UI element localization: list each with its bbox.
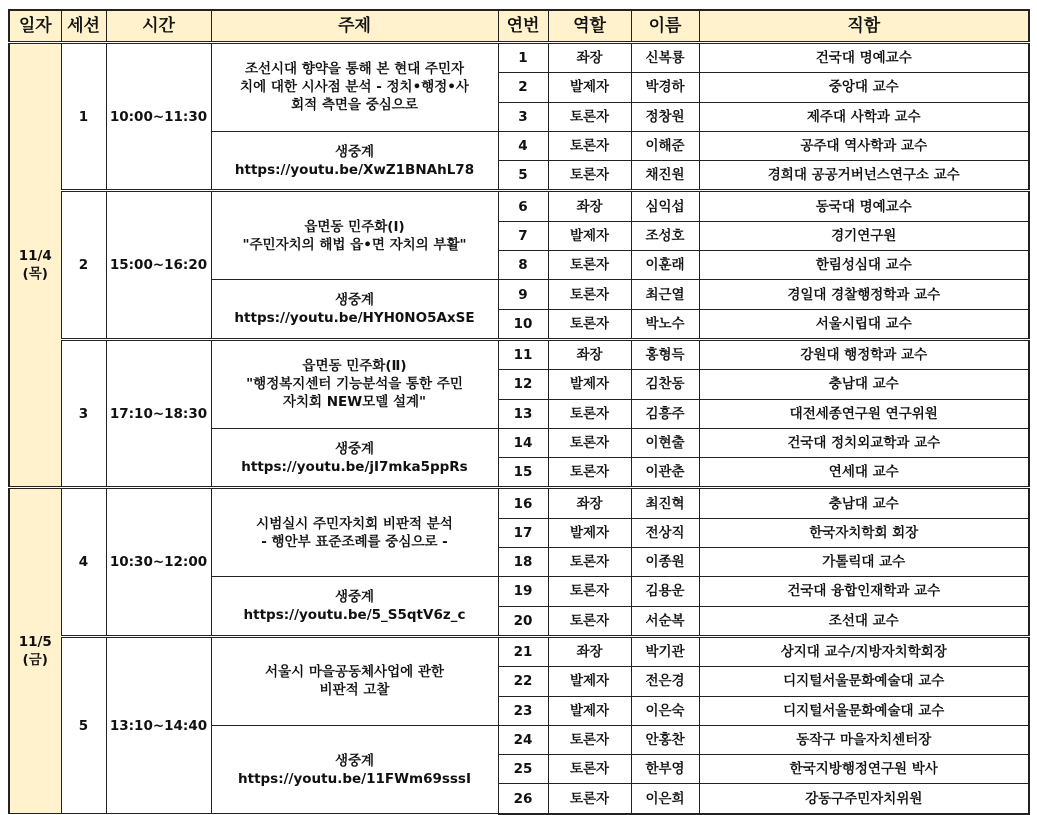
topic-line: 비판적 고찰	[319, 682, 390, 699]
row-name: 박노수	[631, 309, 699, 339]
row-number: 12	[498, 370, 548, 399]
row-number: 15	[498, 458, 548, 488]
row-number: 21	[498, 636, 548, 666]
row-name: 채진원	[631, 161, 699, 191]
row-number: 20	[498, 606, 548, 636]
row-title: 건국대 정치외교학과 교수	[699, 428, 1029, 457]
row-name: 박기관	[631, 636, 699, 666]
row-title: 충남대 교수	[699, 370, 1029, 399]
row-title: 강동구주민자치위원	[699, 784, 1029, 814]
topic-line: 읍면동 민주화(Ⅰ)	[304, 218, 405, 235]
session-time: 10:00~11:30	[106, 43, 211, 191]
row-role: 토론자	[548, 577, 631, 606]
row-number: 7	[498, 221, 548, 250]
row-number: 2	[498, 73, 548, 102]
row-title: 한국지방행정연구원 박사	[699, 755, 1029, 784]
live-url-link[interactable]: https://youtu.be/XwZ1BNAhL78	[234, 161, 475, 178]
row-name: 최근열	[631, 280, 699, 309]
live-stream-cell	[211, 428, 498, 488]
row-title: 동국대 명예교수	[699, 191, 1029, 221]
row-name: 전은경	[631, 667, 699, 696]
row-role: 발제자	[548, 518, 631, 547]
topic-line: - 행안부 표준조례를 중심으로 -	[261, 533, 448, 550]
row-name: 최진혁	[631, 488, 699, 518]
row-number: 8	[498, 251, 548, 280]
row-number: 11	[498, 339, 548, 369]
day-cell-1	[9, 43, 61, 488]
row-title: 한국자치학회 회장	[699, 518, 1029, 547]
header-session: 세션	[61, 10, 106, 43]
session-number: 2	[61, 191, 106, 339]
row-title: 중앙대 교수	[699, 73, 1029, 102]
table-row	[9, 43, 1029, 73]
header-name: 이름	[631, 10, 699, 43]
live-stream-cell	[211, 280, 498, 340]
row-number: 3	[498, 102, 548, 131]
row-name: 이훈래	[631, 251, 699, 280]
row-role: 토론자	[548, 102, 631, 131]
row-number: 4	[498, 131, 548, 160]
live-url-link[interactable]: https://youtu.be/jI7mka5ppRs	[241, 458, 468, 475]
row-name: 서순복	[631, 606, 699, 636]
row-role: 발제자	[548, 370, 631, 399]
topic-line: 자치회 NEW모델 설계"	[282, 394, 427, 411]
day-cell-2	[9, 488, 61, 814]
row-role: 좌장	[548, 339, 631, 369]
row-role: 토론자	[548, 251, 631, 280]
row-number: 23	[498, 696, 548, 725]
row-title: 대전세종연구원 연구위원	[699, 399, 1029, 428]
row-role: 발제자	[548, 696, 631, 725]
row-role: 토론자	[548, 161, 631, 191]
row-name: 김찬동	[631, 370, 699, 399]
row-role: 발제자	[548, 73, 631, 102]
row-number: 5	[498, 161, 548, 191]
row-role: 토론자	[548, 280, 631, 309]
row-title: 상지대 교수/지방자치학회장	[699, 636, 1029, 666]
row-number: 17	[498, 518, 548, 547]
header-time: 시간	[106, 10, 211, 43]
session-time: 10:30~12:00	[106, 488, 211, 636]
topic-line: "행정복지센터 기능분석을 통한 주민	[246, 376, 463, 393]
schedule-table	[8, 9, 1030, 815]
session-number: 4	[61, 488, 106, 636]
row-number: 25	[498, 755, 548, 784]
row-title: 강원대 행정학과 교수	[699, 339, 1029, 369]
row-name: 전상직	[631, 518, 699, 547]
table-row	[9, 339, 1029, 369]
row-title: 건국대 융합인재학과 교수	[699, 577, 1029, 606]
session-time: 15:00~16:20	[106, 191, 211, 339]
row-number: 19	[498, 577, 548, 606]
row-role: 토론자	[548, 606, 631, 636]
row-role: 토론자	[548, 755, 631, 784]
row-number: 22	[498, 667, 548, 696]
row-number: 18	[498, 548, 548, 577]
table-row	[9, 191, 1029, 221]
live-label: 생중계	[334, 589, 375, 606]
session-topic	[211, 191, 498, 280]
topic-line: 시범실시 주민자치회 비판적 분석	[256, 515, 453, 532]
row-title: 서울시립대 교수	[699, 309, 1029, 339]
live-stream-cell	[211, 725, 498, 813]
live-url-link[interactable]: https://youtu.be/11FWm69sssI	[238, 770, 471, 787]
row-role: 토론자	[548, 131, 631, 160]
session-number: 1	[61, 43, 106, 191]
row-number: 9	[498, 280, 548, 309]
row-number: 24	[498, 725, 548, 754]
session-topic	[211, 636, 498, 725]
day-date: 11/4	[18, 248, 52, 265]
live-url-link[interactable]: https://youtu.be/HYH0NO5AxSE	[234, 310, 475, 327]
row-name: 박경하	[631, 73, 699, 102]
header-topic: 주제	[211, 10, 498, 43]
row-name: 심익섭	[631, 191, 699, 221]
row-role: 좌장	[548, 191, 631, 221]
live-label: 생중계	[334, 440, 375, 457]
row-title: 경희대 공공거버넌스연구소 교수	[699, 161, 1029, 191]
row-title: 제주대 사학과 교수	[699, 102, 1029, 131]
row-role: 토론자	[548, 428, 631, 457]
row-name: 이은희	[631, 784, 699, 814]
row-name: 이종원	[631, 548, 699, 577]
row-name: 정창원	[631, 102, 699, 131]
row-name: 한부영	[631, 755, 699, 784]
topic-line: 치에 대한 시사점 분석 - 정치•행정•사	[240, 79, 469, 96]
row-number: 6	[498, 191, 548, 221]
topic-line: 읍면동 민주화(Ⅱ)	[302, 358, 407, 375]
row-number: 16	[498, 488, 548, 518]
live-stream-cell	[211, 131, 498, 191]
header-role: 역할	[548, 10, 631, 43]
row-role: 토론자	[548, 458, 631, 488]
row-name: 안홍찬	[631, 725, 699, 754]
row-title: 경기연구원	[699, 221, 1029, 250]
live-label: 생중계	[334, 292, 375, 309]
row-title: 건국대 명예교수	[699, 43, 1029, 73]
row-title: 디지털서울문화예술대 교수	[699, 696, 1029, 725]
session-time: 17:10~18:30	[106, 339, 211, 487]
row-number: 26	[498, 784, 548, 814]
row-role: 토론자	[548, 309, 631, 339]
header-row	[9, 10, 1029, 43]
row-title: 동작구 마을자치센터장	[699, 725, 1029, 754]
row-title: 조선대 교수	[699, 606, 1029, 636]
row-title: 가톨릭대 교수	[699, 548, 1029, 577]
row-role: 토론자	[548, 548, 631, 577]
row-role: 발제자	[548, 221, 631, 250]
row-name: 이은숙	[631, 696, 699, 725]
row-name: 이현출	[631, 428, 699, 457]
day-weekday: (목)	[22, 266, 48, 283]
row-name: 김용운	[631, 577, 699, 606]
row-title: 충남대 교수	[699, 488, 1029, 518]
row-role: 토론자	[548, 725, 631, 754]
row-title: 한림성심대 교수	[699, 251, 1029, 280]
row-title: 경일대 경찰행정학과 교수	[699, 280, 1029, 309]
header-date: 일자	[9, 10, 61, 43]
table-row	[9, 488, 1029, 518]
row-name: 조성호	[631, 221, 699, 250]
row-title: 디지털서울문화예술대 교수	[699, 667, 1029, 696]
day-weekday: (금)	[22, 652, 48, 669]
session-topic	[211, 43, 498, 132]
row-title: 공주대 역사학과 교수	[699, 131, 1029, 160]
topic-line: "주민자치의 해법 읍•면 자치의 부활"	[242, 236, 467, 253]
row-role: 토론자	[548, 784, 631, 814]
row-number: 10	[498, 309, 548, 339]
topic-line: 회적 측면을 중심으로	[291, 97, 418, 114]
row-name: 홍형득	[631, 339, 699, 369]
row-name: 김흥주	[631, 399, 699, 428]
session-number: 3	[61, 339, 106, 487]
live-label: 생중계	[334, 752, 375, 769]
table-row	[9, 636, 1029, 666]
day-date: 11/5	[18, 634, 52, 651]
row-role: 좌장	[548, 488, 631, 518]
row-name: 신복룡	[631, 43, 699, 73]
row-role: 토론자	[548, 399, 631, 428]
row-number: 1	[498, 43, 548, 73]
live-stream-cell	[211, 577, 498, 637]
topic-line: 조선시대 향약을 통해 본 현대 주민자	[244, 61, 465, 78]
row-name: 이해준	[631, 131, 699, 160]
session-topic	[211, 488, 498, 577]
row-number: 14	[498, 428, 548, 457]
session-topic	[211, 339, 498, 428]
session-number: 5	[61, 636, 106, 813]
row-role: 좌장	[548, 43, 631, 73]
header-position: 직함	[699, 10, 1029, 43]
row-role: 발제자	[548, 667, 631, 696]
row-name: 이관춘	[631, 458, 699, 488]
row-title: 연세대 교수	[699, 458, 1029, 488]
live-url-link[interactable]: https://youtu.be/5_S5qtV6z_c	[243, 607, 466, 624]
header-number: 연번	[498, 10, 548, 43]
topic-line: 서울시 마을공동체사업에 관한	[265, 664, 444, 681]
row-number: 13	[498, 399, 548, 428]
row-role: 좌장	[548, 636, 631, 666]
live-label: 생중계	[334, 143, 375, 160]
session-time: 13:10~14:40	[106, 636, 211, 813]
